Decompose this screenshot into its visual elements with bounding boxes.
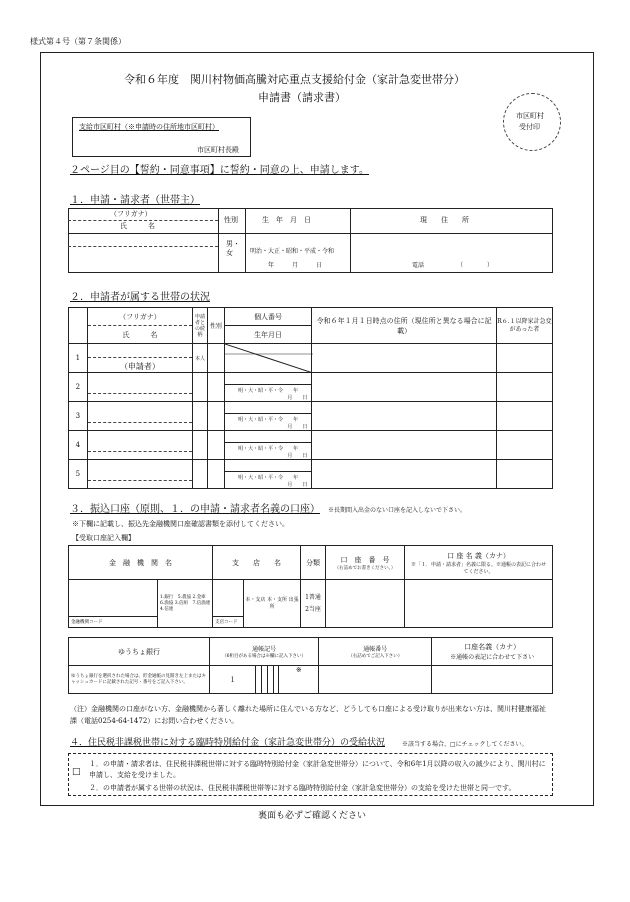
- municipality-box: [72, 117, 251, 157]
- yucho-holder-note: ※通帳の表記に合わせて下さい: [450, 654, 535, 661]
- s2-relation: 申請者との続柄: [193, 308, 208, 344]
- reception-stamp: [503, 93, 561, 151]
- row-3: 3: [69, 402, 88, 431]
- household-table: [68, 307, 553, 489]
- s4-item2: ２．の申請者が属する世帯の状況は、住民税非課税世帯等に対する臨時特別給付金（家計急変世帯分）の支給を受けた世帯と同一です。: [89, 784, 516, 792]
- dob-md-5: 月 日: [287, 481, 308, 488]
- s2-dob: 生年月日: [254, 330, 283, 339]
- dob-era-2: 明・大・昭・平・令 年: [238, 387, 299, 394]
- yucho-sym-note: （6桁目がある場合は※欄に記入下さい）: [222, 654, 307, 659]
- yucho-holder: 口座名義（カナ）: [464, 643, 521, 651]
- form-title: 令和６年度 関川村物価高騰対応重点支援給付金（家計急変世帯分）: [124, 73, 465, 86]
- yucho-sym: 通帳記号: [252, 646, 277, 653]
- s2-applicant: （申請者）: [119, 361, 160, 371]
- s1-gender-opts: 男・女: [226, 240, 240, 257]
- yucho-no-input[interactable]: [319, 666, 432, 694]
- form-label: 様式第４号（第７条関係）: [30, 37, 126, 46]
- s4-note: ※該当する場合、□にチェックしてください。: [402, 741, 528, 748]
- s2-self: 本人: [193, 344, 208, 373]
- type-1[interactable]: 1普通: [305, 593, 321, 601]
- bank-header: 金 融 機 関 名: [69, 546, 213, 580]
- acct-header: 口 座 番 号: [340, 555, 390, 564]
- acct-note: （右詰めでお書きください。）: [334, 565, 396, 571]
- s1-phone: 電話 （ ）: [412, 262, 494, 269]
- s3-title: ３．振込口座（原則、１．の申請・請求者名義の口座）: [70, 504, 320, 515]
- s1-era: 明治・大正・昭和・平成・令和: [250, 248, 335, 255]
- holder-note: ※「１．申請・請求者」名義に限る。※通帳の表記に合わせてください。: [410, 561, 546, 575]
- holder-header: 口 座 名 義（カナ）: [447, 551, 510, 560]
- type-2[interactable]: 2当座: [305, 605, 321, 613]
- s2-addr: 令和６年１月１日時点の住所（現住所と異なる場合に記載）: [312, 308, 497, 344]
- s4-item1: １．の申請・請求者は、住民税非課税世帯に対する臨時特別給付金（家計急変世帯分）について、令和6年1月以降の収入の減少により、関川村に申請し、支給を受けました。: [89, 760, 546, 779]
- footer-note: 裏面も必ずご確認ください: [258, 811, 367, 821]
- bank-table: [68, 545, 553, 628]
- s2-title: ２．申請者が属する世帯の状況: [70, 292, 210, 303]
- yucho-one: １: [210, 666, 256, 694]
- slash-line: [225, 344, 313, 373]
- dob-md-2: 月 日: [287, 394, 308, 401]
- branch-types: 本・支店 本・支所 出張所: [244, 580, 301, 628]
- bank-types: 1.銀行 5.農協 2.金庫 6.漁協 3.信組 7.信漁連 4.信連: [158, 580, 213, 628]
- dob-md-3: 月 日: [287, 423, 308, 430]
- s2-id: 個人番号: [225, 312, 312, 326]
- branch-code-label: 支店コード: [213, 616, 243, 627]
- s1-dob: 生 年 月 日: [262, 216, 311, 224]
- dob-era-5: 明・大・昭・平・令 年: [238, 474, 299, 481]
- s1-furigana: （フリガナ）: [110, 210, 152, 218]
- s1-title: １．申請・請求者（世帯主）: [70, 195, 200, 206]
- s2-furigana: （フリガナ）: [88, 312, 192, 326]
- row-1: 1: [69, 344, 88, 373]
- dob-era-4: 明・大・昭・平・令 年: [238, 445, 299, 452]
- row-5: 5: [69, 460, 88, 489]
- yucho-star: ※: [279, 666, 319, 694]
- s3-title-note: ※長期間入出金のない口座を記入しないで下さい。: [328, 507, 467, 514]
- row-4: 4: [69, 431, 88, 460]
- s2-name: 氏 名: [122, 330, 158, 339]
- row-2: 2: [69, 373, 88, 402]
- notice: （注）金融機関の口座がない方、金融機関から著しく離れた場所に住んでいる方など、どうしても口座による受け取りが出来ない方は、関川村健康福祉課（電話0254-64-1472）にお問い合わせください。: [70, 705, 546, 725]
- s1-ymd: 年 月 日: [268, 262, 323, 269]
- dob-era-3: 明・大・昭・平・令 年: [238, 416, 299, 423]
- s2-r6: R６.１以降家計急変があった者: [496, 308, 552, 344]
- s3-note: ※下欄に記載し、振込先金融機関口座確認書類を添付してください。: [72, 520, 289, 528]
- yucho-no-note: （右詰めでご記入下さい）: [348, 654, 403, 659]
- type-header: 分類: [301, 546, 326, 580]
- s4-check[interactable]: □: [72, 767, 81, 777]
- s1-name: 氏 名: [120, 222, 155, 230]
- s1-address: 現 住 所: [420, 216, 469, 224]
- branch-header: 支 店 名: [213, 546, 301, 580]
- form-subtitle: 申請書（請求書）: [258, 91, 346, 104]
- municipality-head: 市区町村長殿: [197, 146, 239, 154]
- yucho-no: 通帳番号: [363, 646, 388, 653]
- s4-box: [68, 753, 553, 796]
- acct-input[interactable]: [326, 580, 405, 628]
- s3-section: 【受取口座記入欄】: [72, 534, 135, 542]
- stamp-line1: 市区町村: [516, 112, 544, 120]
- yucho-header: ゆうちょ銀行: [69, 638, 210, 666]
- yucho-table: [68, 637, 553, 694]
- dob-md-4: 月 日: [287, 452, 308, 459]
- yucho-holder-input[interactable]: [432, 666, 553, 694]
- bank-code-label: 金融機関コード: [69, 616, 157, 627]
- s1-gender: 性別: [224, 216, 238, 224]
- s2-gender: 性別: [207, 308, 224, 344]
- pledge-text: ２ページ目の【誓約・同意事項】に誓約・同意の上、申請します。: [70, 165, 369, 176]
- stamp-line2: 受付印: [519, 123, 540, 131]
- municipality-label: 支給市区町村（※申請時の住所地市区町村）: [79, 123, 219, 131]
- yucho-desc: ゆうちょ銀行を選択された場合は、貯金通帳の見開き左上またはキャッシュカードに記載された記号・番号をご記入下さい。: [69, 666, 210, 694]
- holder-input[interactable]: [405, 580, 553, 628]
- s4-title: ４．住民税非課税世帯に対する臨時特別給付金（家計急変世帯分）の受給状況: [70, 738, 386, 748]
